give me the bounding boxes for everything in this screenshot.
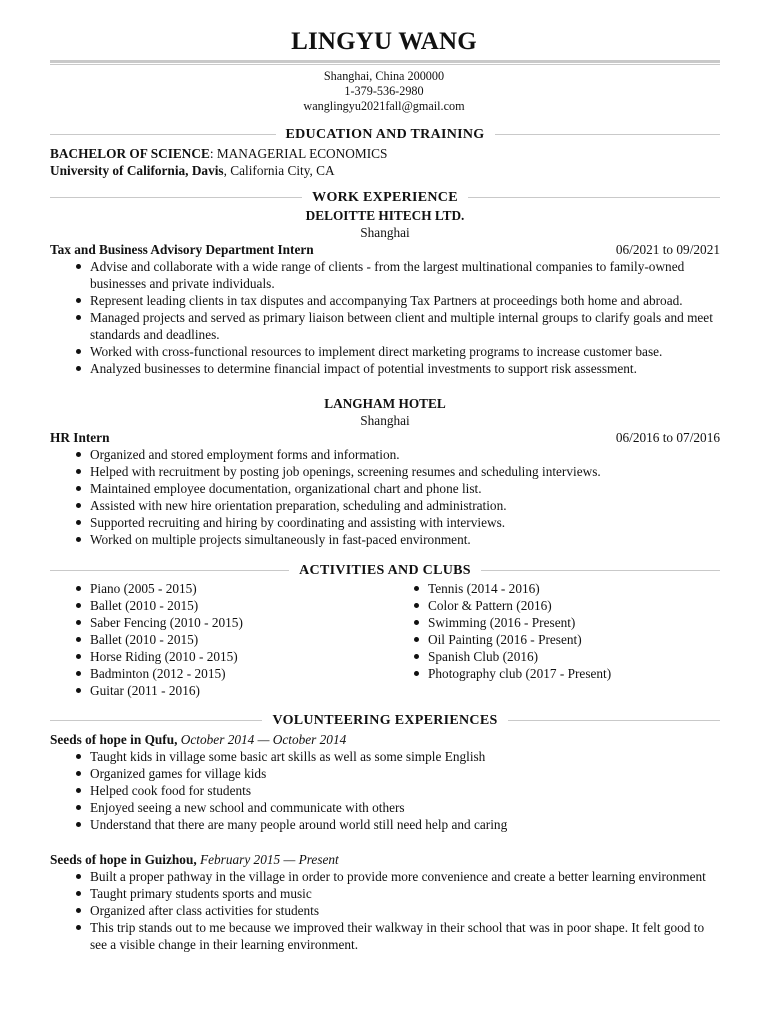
activities-list — [50, 580, 385, 699]
job-title-row — [50, 429, 720, 446]
list-item: Assisted with new hire orientation preparation, scheduling and administration. — [90, 497, 720, 514]
activities-columns — [50, 580, 720, 699]
education-entry — [50, 145, 720, 179]
name-divider — [50, 60, 720, 63]
section-title: EDUCATION AND TRAINING — [285, 126, 485, 142]
volunteer-dates: February 2015 — Present — [200, 852, 339, 867]
company-name: LANGHAM HOTEL — [324, 396, 446, 411]
section-rule-right — [468, 197, 720, 198]
list-item: Organized after class activities for students — [90, 902, 720, 919]
list-item: Horse Riding (2010 - 2015) — [90, 648, 385, 665]
list-item: Ballet (2010 - 2015) — [90, 597, 385, 614]
list-item: Saber Fencing (2010 - 2015) — [90, 614, 385, 631]
list-item: This trip stands out to me because we improved their walkway in their school that was in poor shape. It felt good to see a visible change in their learning environment. — [90, 919, 720, 953]
list-item: Worked on multiple projects simultaneously in fast-paced environment. — [90, 531, 720, 548]
job-entry-deloitte — [50, 207, 720, 377]
list-item: Helped cook food for students — [90, 782, 720, 799]
contact-email: wanglingyu2021fall@gmail.com — [303, 99, 465, 113]
list-item: Taught kids in village some basic art skills as well as some simple English — [90, 748, 720, 765]
company-name: DELOITTE HITECH LTD. — [305, 208, 465, 223]
school-line — [50, 162, 720, 179]
list-item: Taught primary students sports and music — [90, 885, 720, 902]
list-item: Supported recruiting and hiring by coordinating and assisting with interviews. — [90, 514, 720, 531]
job-dates: 06/2021 to 09/2021 — [615, 242, 720, 257]
list-item: Represent leading clients in tax disputes and accompanying Tax Partners at proceedings both home and abroad. — [90, 292, 720, 309]
list-item: Photography club (2017 - Present) — [428, 665, 720, 682]
list-item: Oil Painting (2016 - Present) — [428, 631, 720, 648]
job-title: Tax and Business Advisory Department Intern — [50, 242, 314, 257]
list-item: Spanish Club (2016) — [428, 648, 720, 665]
section-rule-left — [50, 134, 276, 135]
school-location: , California City, CA — [223, 163, 335, 178]
list-item: Managed projects and served as primary liaison between client and multiple internal groups to clarify goals and meet standards and deadlines. — [90, 309, 720, 343]
list-item: Guitar (2011 - 2016) — [90, 682, 385, 699]
list-item: Badminton (2012 - 2015) — [90, 665, 385, 682]
section-title: VOLUNTEERING EXPERIENCES — [272, 712, 498, 728]
volunteer-dates: October 2014 — October 2014 — [180, 732, 347, 747]
volunteer-title: Seeds of hope in Qufu, — [50, 732, 178, 747]
list-item: Analyzed businesses to determine financial impact of potential investments to support risk assessment. — [90, 360, 720, 377]
job-dates: 06/2016 to 07/2016 — [615, 430, 720, 445]
list-item: Organized and stored employment forms and information. — [90, 446, 720, 463]
activities-section-header — [50, 561, 720, 579]
list-item: Understand that there are many people around world still need help and caring — [90, 816, 720, 833]
job-bullets — [50, 446, 720, 548]
list-item: Piano (2005 - 2015) — [90, 580, 385, 597]
list-item: Tennis (2014 - 2016) — [428, 580, 720, 597]
volunteering-section-header — [50, 711, 720, 729]
volunteer-entry-guizhou — [50, 851, 720, 953]
job-entry-langham — [50, 395, 720, 548]
section-rule-right — [495, 134, 721, 135]
work-section-header — [50, 188, 720, 206]
list-item: Advise and collaborate with a wide range of clients - from the largest multinational companies to family-owned businesses and private individuals. — [90, 258, 720, 292]
section-rule-left — [50, 197, 302, 198]
school-name: University of California, Davis — [50, 163, 224, 178]
volunteer-title-line — [50, 731, 720, 748]
job-title: HR Intern — [50, 430, 110, 445]
volunteer-entry-qufu — [50, 731, 720, 833]
contact-phone: 1-379-536-2980 — [344, 84, 424, 98]
company-city: Shanghai — [360, 413, 410, 428]
education-section-header — [50, 125, 720, 143]
job-bullets — [50, 258, 720, 377]
section-rule-right — [508, 720, 720, 721]
list-item: Swimming (2016 - Present) — [428, 614, 720, 631]
degree-line — [50, 145, 720, 162]
resume-name: LINGYU WANG — [291, 28, 477, 55]
volunteer-bullets — [50, 748, 720, 833]
list-item: Organized games for village kids — [90, 765, 720, 782]
contact-address: Shanghai, China 200000 — [323, 69, 445, 83]
company-city: Shanghai — [360, 225, 410, 240]
volunteer-title: Seeds of hope in Guizhou, — [50, 852, 197, 867]
degree-field: : MANAGERIAL ECONOMICS — [209, 146, 388, 161]
section-rule-left — [50, 570, 289, 571]
degree: BACHELOR OF SCIENCE — [50, 146, 210, 161]
list-item: Helped with recruitment by posting job openings, screening resumes and scheduling interviews. — [90, 463, 720, 480]
section-rule-right — [481, 570, 720, 571]
list-item: Worked with cross-functional resources to implement direct marketing programs to increase customer base. — [90, 343, 720, 360]
section-title: WORK EXPERIENCE — [312, 189, 458, 205]
volunteer-bullets — [50, 868, 720, 953]
list-item: Color & Pattern (2016) — [428, 597, 720, 614]
activities-right-column — [385, 580, 720, 699]
list-item: Enjoyed seeing a new school and communicate with others — [90, 799, 720, 816]
activities-left-column — [50, 580, 385, 699]
section-title: ACTIVITIES AND CLUBS — [299, 562, 471, 578]
list-item: Maintained employee documentation, organizational chart and phone list. — [90, 480, 720, 497]
section-rule-left — [50, 720, 262, 721]
list-item: Ballet (2010 - 2015) — [90, 631, 385, 648]
volunteer-title-line — [50, 851, 720, 868]
job-title-row — [50, 241, 720, 258]
activities-list — [385, 580, 720, 682]
name-divider-thin — [50, 64, 720, 65]
list-item: Built a proper pathway in the village in order to provide more convenience and create a better learning environment — [90, 868, 720, 885]
